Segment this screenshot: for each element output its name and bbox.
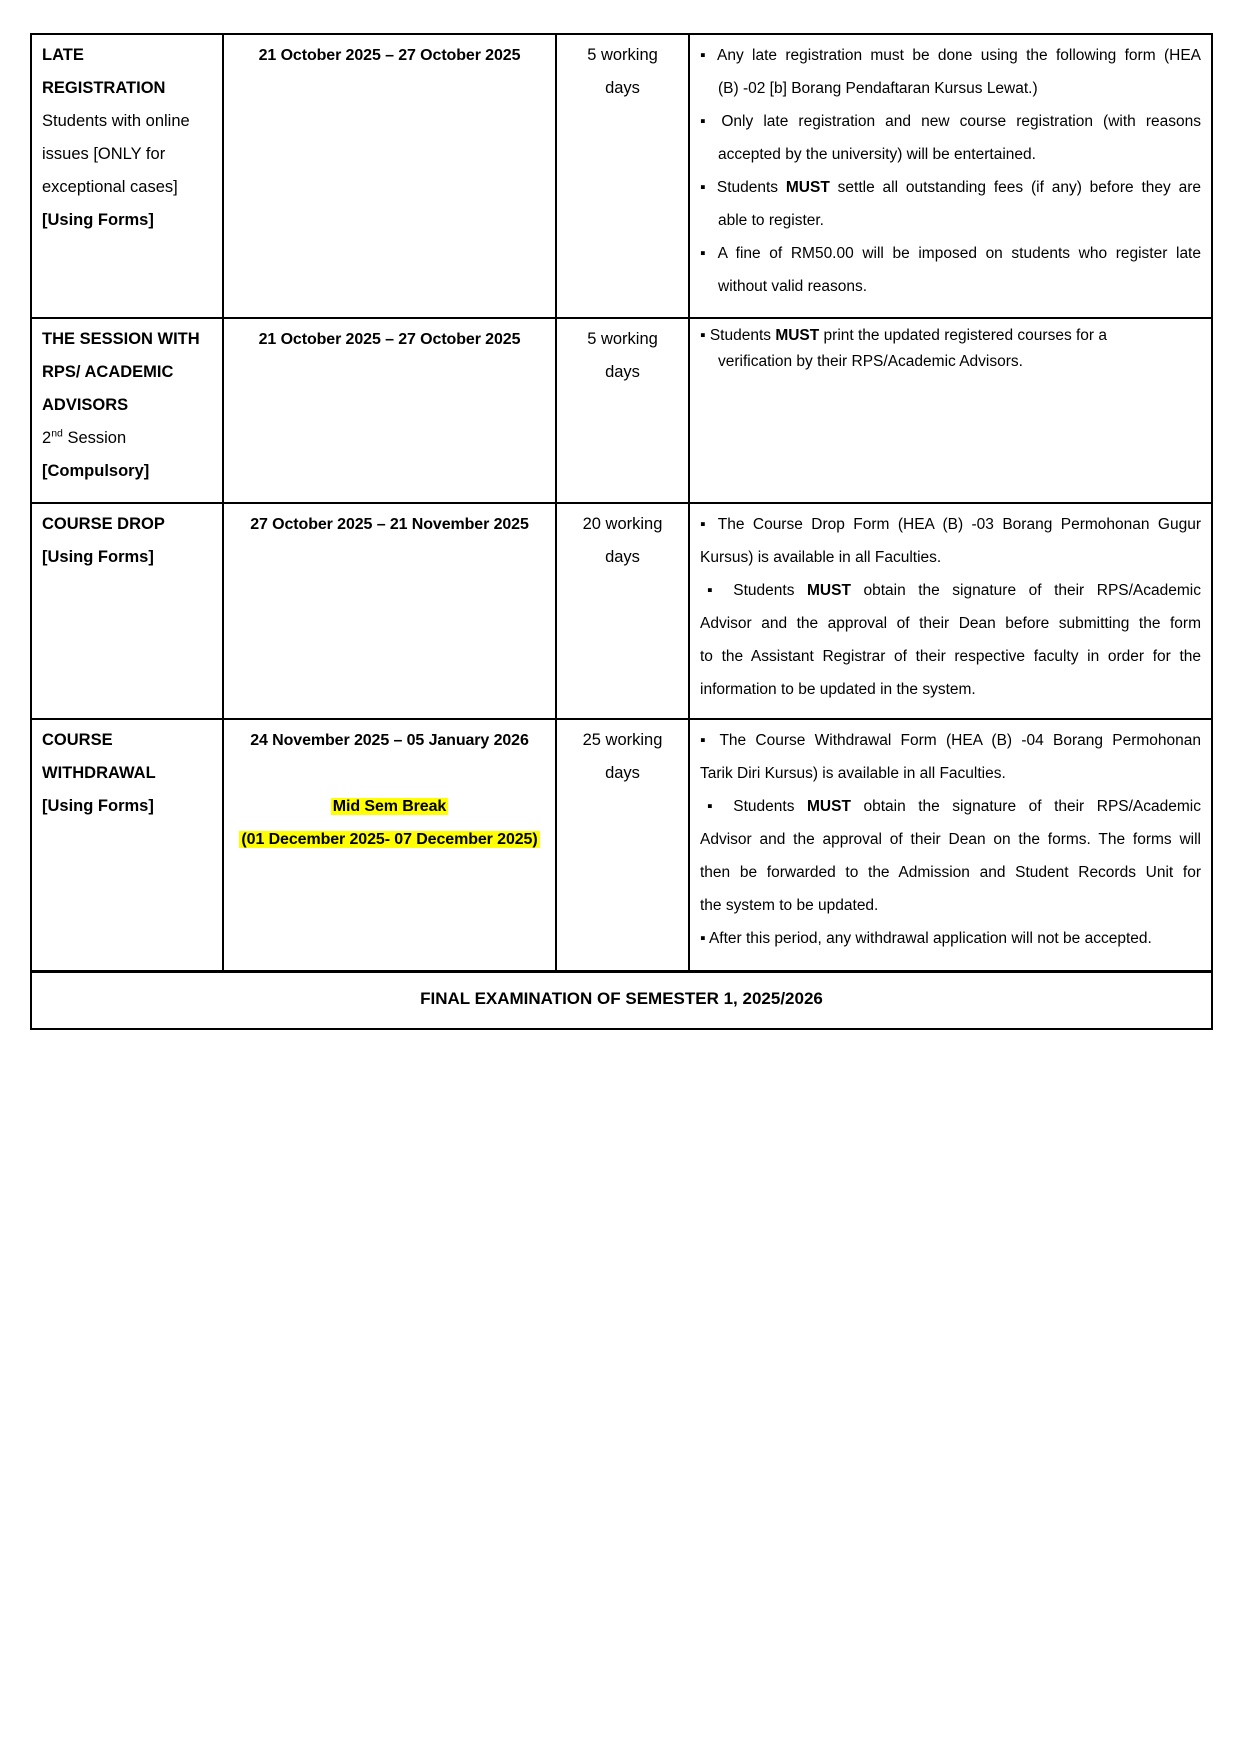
activity-line: [42, 39, 216, 72]
highlighted-text: (01 December 2025- 07 December 2025): [241, 831, 538, 848]
date-line: [226, 724, 553, 757]
activity-line: [42, 422, 216, 455]
activity-line: [42, 389, 216, 422]
note-line: [700, 640, 1201, 673]
text-segment: then be forwarded to the Admission and Student Records Unit for: [700, 864, 1201, 881]
late-registration-notes-cell: [690, 35, 1213, 319]
text-segment: Session: [62, 429, 127, 447]
text-segment: Advisor and the approval of their Dean before submitting the form: [700, 615, 1201, 632]
final-examination-row: [32, 972, 1213, 1030]
emphasis-text: LATE: [42, 46, 84, 64]
bullet-icon: ▪: [700, 179, 710, 196]
note-line: [700, 922, 1201, 955]
emphasis-text: ADVISORS: [42, 396, 129, 414]
course-withdrawal-activity-cell: [32, 720, 224, 972]
date-line: [226, 39, 553, 72]
text-segment: Students with online: [42, 112, 190, 130]
text-segment: the system to be updated.: [700, 897, 879, 914]
duration-line: days: [605, 363, 640, 381]
text-segment: verification by their RPS/Academic Advisors.: [718, 353, 1023, 370]
emphasis-text: [Using Forms]: [42, 797, 154, 815]
emphasis-text: THE SESSION WITH: [42, 330, 200, 348]
date-line: [226, 757, 553, 790]
text-segment: exceptional cases]: [42, 178, 178, 196]
text-segment: After this period, any withdrawal application will not be accepted.: [708, 930, 1152, 947]
note-line: [700, 724, 1201, 757]
text-segment: information to be updated in the system.: [700, 681, 976, 698]
note-line: [700, 889, 1201, 922]
note-line: [700, 673, 1201, 706]
advisor-session-date-cell: [224, 319, 557, 504]
text-segment: obtain the signature of their RPS/Academic: [850, 798, 1201, 815]
note-line: [700, 349, 1201, 375]
duration-line: 20 working: [582, 515, 663, 533]
course-withdrawal-notes-cell: [690, 720, 1213, 972]
duration-line: 5 working: [587, 46, 658, 64]
text-segment: Tarik Diri Kursus) is available in all Faculties.: [700, 765, 1006, 782]
note-line: [700, 237, 1201, 270]
bullet-icon: ▪: [700, 732, 711, 749]
text-segment: obtain the signature of their RPS/Academic: [850, 582, 1201, 599]
advisor-session-notes-cell: [690, 319, 1213, 504]
emphasis-text: 21 October 2025 – 27 October 2025: [258, 47, 521, 64]
text-segment: Only late registration and new course registration (with reasons: [721, 113, 1201, 130]
emphasis-text: WITHDRAWAL: [42, 764, 156, 782]
emphasis-text: MUST: [775, 327, 820, 344]
text-segment: print the updated registered courses for a: [819, 327, 1108, 344]
bullet-icon: ▪: [707, 798, 721, 815]
emphasis-text: [Using Forms]: [42, 211, 154, 229]
note-line: [700, 607, 1201, 640]
duration-line: 25 working: [582, 731, 663, 749]
activity-line: [42, 757, 216, 790]
text-segment: Students: [733, 582, 807, 599]
late-registration-duration-cell: [557, 35, 690, 319]
bullet-icon: ▪: [707, 582, 721, 599]
activity-line: [42, 72, 216, 105]
emphasis-text: MUST: [807, 798, 851, 815]
activity-line: [42, 724, 216, 757]
note-line: [700, 138, 1201, 171]
text-segment: nd: [51, 427, 63, 440]
note-line: [700, 856, 1201, 889]
late-registration-date-cell: [224, 35, 557, 319]
emphasis-text: 27 October 2025 – 21 November 2025: [250, 516, 529, 533]
bullet-icon: ▪: [700, 516, 710, 533]
date-line: [226, 323, 553, 356]
text-segment: Students: [709, 327, 776, 344]
course-withdrawal-duration-cell: [557, 720, 690, 972]
text-segment: Students: [733, 798, 807, 815]
superscript-text: [51, 428, 63, 440]
advisor-session-activity-cell: [32, 319, 224, 504]
emphasis-text: 24 November 2025 – 05 January 2026: [250, 732, 529, 749]
note-line: [700, 790, 1201, 823]
emphasis-text: 21 October 2025 – 27 October 2025: [258, 331, 521, 348]
text-segment: The Course Drop Form (HEA (B) -03 Borang Permohonan Gugur: [717, 516, 1201, 533]
text-segment: accepted by the university) will be entertained.: [718, 146, 1036, 163]
course-drop-notes-cell: [690, 504, 1213, 720]
duration-line: days: [605, 79, 640, 97]
emphasis-text: REGISTRATION: [42, 79, 166, 97]
note-line: [700, 171, 1201, 204]
activity-line: [42, 171, 216, 204]
late-registration-activity-cell: [32, 35, 224, 319]
final-examination-label: FINAL EXAMINATION OF SEMESTER 1, 2025/2026: [420, 989, 823, 1008]
bullet-icon: ▪: [700, 113, 712, 130]
date-line: [226, 790, 553, 823]
bullet-icon: ▪: [700, 47, 710, 64]
emphasis-text: MUST: [807, 582, 851, 599]
note-line: [700, 204, 1201, 237]
activity-line: [42, 105, 216, 138]
highlighted-text: Mid Sem Break: [332, 798, 447, 815]
note-line: [700, 105, 1201, 138]
text-segment: able to register.: [718, 212, 824, 229]
text-segment: Any late registration must be done using the following form (HEA: [717, 47, 1201, 64]
emphasis-text: COURSE DROP: [42, 515, 165, 533]
emphasis-text: RPS/ ACADEMIC: [42, 363, 174, 381]
note-line: [700, 323, 1201, 349]
text-segment: The Course Withdrawal Form (HEA (B) -04 Borang Permohonan: [719, 732, 1201, 749]
date-line: [226, 508, 553, 541]
advisor-session-duration-cell: [557, 319, 690, 504]
note-line: [700, 508, 1201, 541]
text-segment: Kursus) is available in all Faculties.: [700, 549, 942, 566]
activity-line: [42, 790, 216, 823]
note-line: [700, 574, 1201, 607]
course-drop-date-cell: [224, 504, 557, 720]
emphasis-text: COURSE: [42, 731, 113, 749]
course-withdrawal-date-cell: [224, 720, 557, 972]
activity-line: [42, 455, 216, 488]
activity-line: [42, 204, 216, 237]
note-line: [700, 823, 1201, 856]
text-segment: to the Assistant Registrar of their respective faculty in order for the: [700, 648, 1201, 665]
date-line: [226, 823, 553, 856]
activity-line: [42, 541, 216, 574]
note-line: [700, 757, 1201, 790]
bullet-icon: ▪: [700, 245, 710, 262]
text-segment: Advisor and the approval of their Dean on the forms. The forms will: [700, 831, 1201, 848]
academic-calendar-table: [30, 33, 1213, 1030]
course-drop-duration-cell: [557, 504, 690, 720]
text-segment: 2: [42, 429, 52, 447]
bullet-icon: ▪: [700, 930, 706, 947]
text-segment: Students: [716, 179, 786, 196]
emphasis-text: MUST: [785, 179, 830, 196]
duration-line: days: [605, 548, 640, 566]
activity-line: [42, 323, 216, 356]
text-segment: without valid reasons.: [718, 278, 868, 295]
text-segment: A fine of RM50.00 will be imposed on students who register late: [717, 245, 1201, 262]
text-segment: issues [ONLY for: [42, 145, 166, 163]
note-line: [700, 541, 1201, 574]
duration-line: 5 working: [587, 330, 658, 348]
activity-line: [42, 138, 216, 171]
activity-line: [42, 356, 216, 389]
note-line: [700, 39, 1201, 72]
text-segment: (B) -02 [b] Borang Pendaftaran Kursus Lewat.): [718, 80, 1038, 97]
activity-line: [42, 508, 216, 541]
emphasis-text: [Using Forms]: [42, 548, 154, 566]
bullet-icon: ▪: [700, 327, 706, 344]
duration-line: days: [605, 764, 640, 782]
course-drop-activity-cell: [32, 504, 224, 720]
note-line: [700, 72, 1201, 105]
emphasis-text: [Compulsory]: [42, 462, 150, 480]
text-segment: settle all outstanding fees (if any) before they are: [829, 179, 1201, 196]
note-line: [700, 270, 1201, 303]
